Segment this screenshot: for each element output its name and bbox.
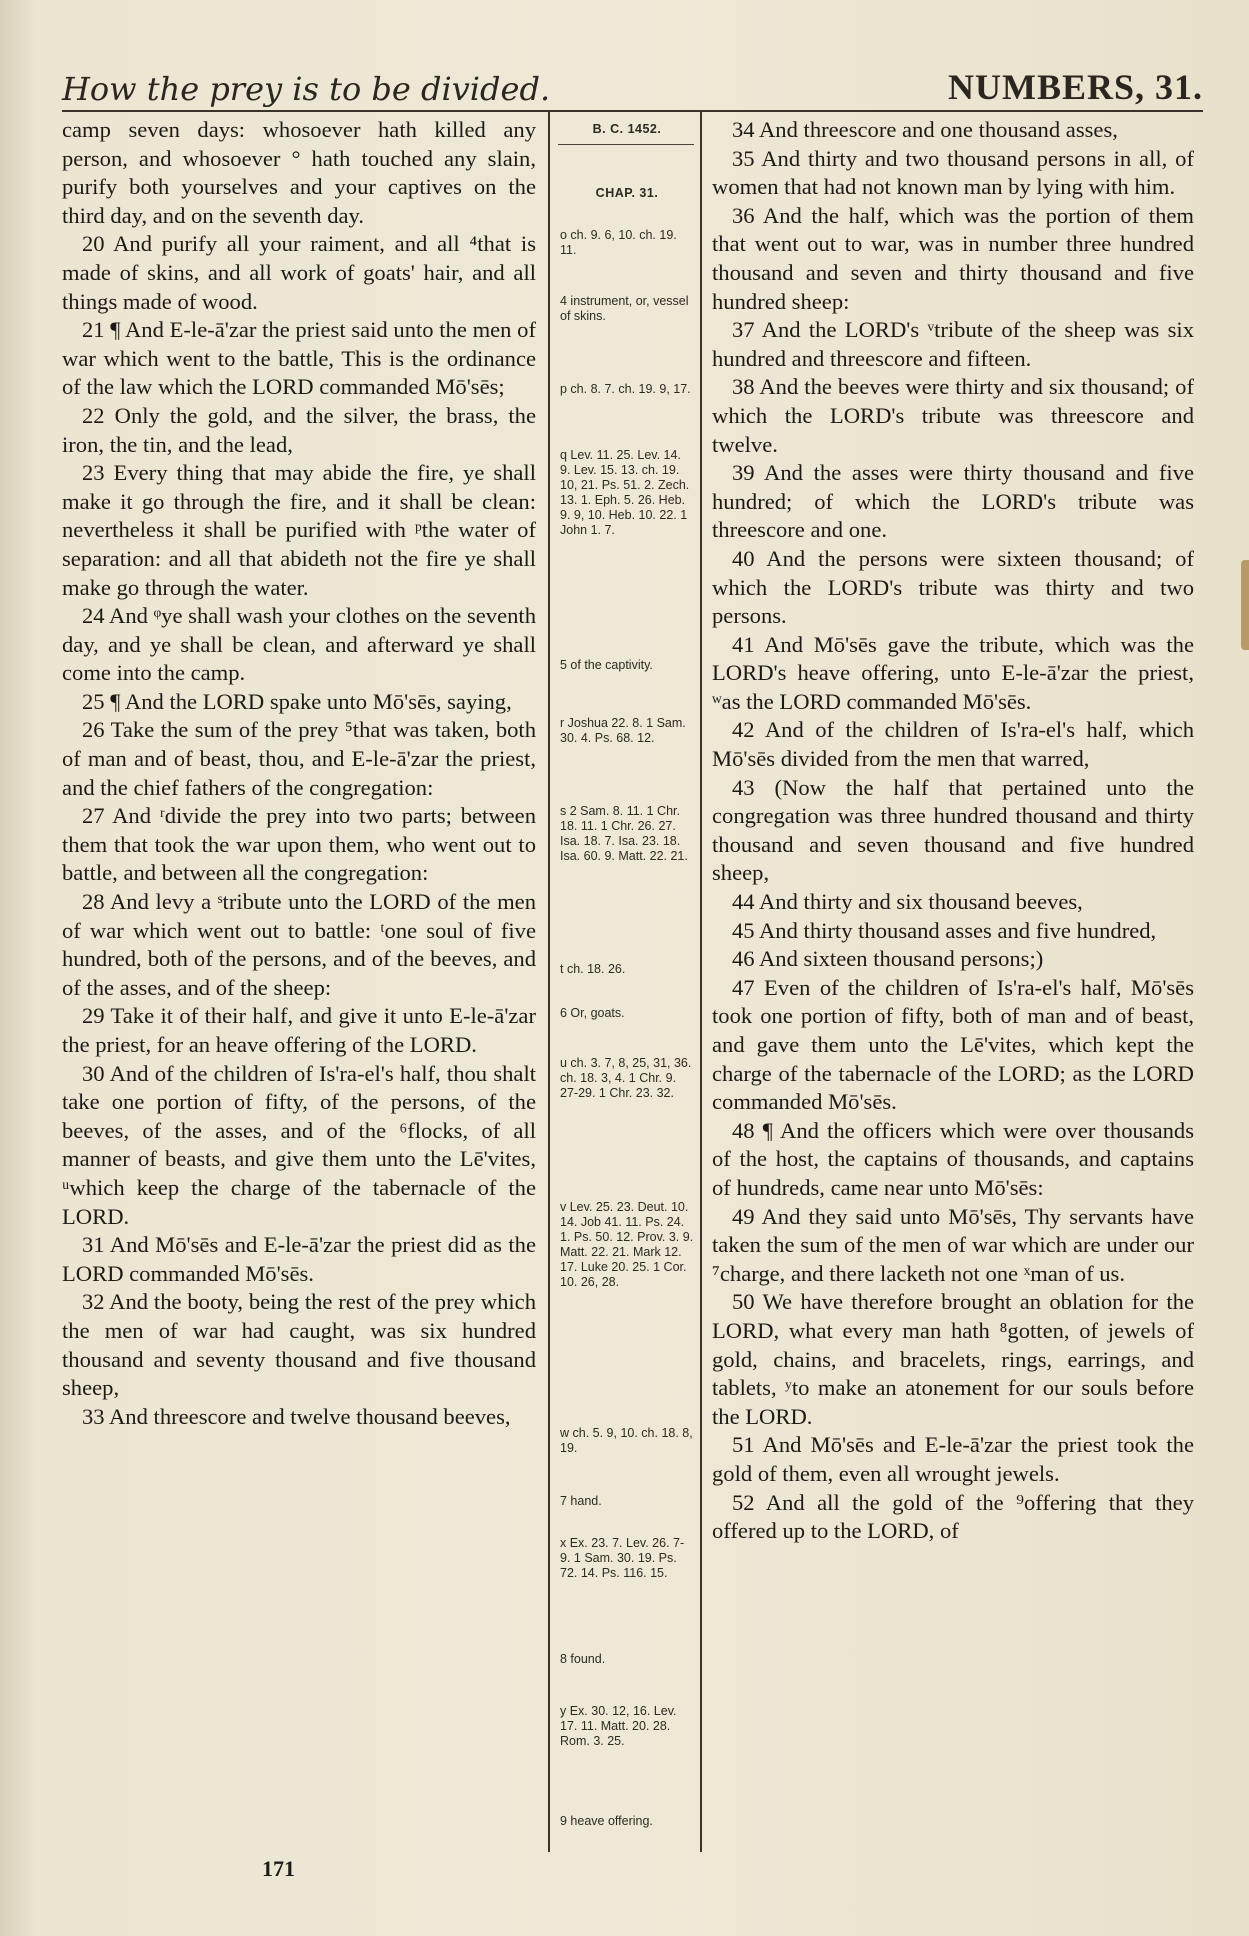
date-label: B. C. 1452. <box>592 122 662 136</box>
verse-paragraph: 32 And the booty, being the rest of the prey which the men of war had caught, was six hundred thousand and seventy thousand and five thousand sheep, <box>62 1289 536 1401</box>
verse-paragraph: 26 Take the sum of the prey ⁵that was taken, both of man and of beast, thou, and E-le-ā'zar the priest, and the chief fathers of the congregation: <box>62 717 536 800</box>
column-divider-right <box>700 112 702 1852</box>
verse-paragraph: 50 We have therefore brought an oblation for the LORD, what every man hath ⁸gotten, of jewels of gold, chains, and bracelets, rings, earrings, and tablets, ʸto make an atonement for our souls before the LORD. <box>712 1289 1194 1429</box>
marginal-note: 5 of the captivity. <box>560 658 653 672</box>
cross-reference: x Ex. 23. 7. Lev. 26. 7-9. 1 Sam. 30. 19. Ps. 72. 14. Ps. 116. 15. <box>560 1536 685 1580</box>
cross-reference: o ch. 9. 6, 10. ch. 19. 11. <box>560 228 677 257</box>
verse-paragraph: 43 (Now the half that pertained unto the congregation was three hundred thousand and thirty thousand and seven thousand and five hundred sheep, <box>712 774 1194 886</box>
cross-reference: w ch. 5. 9, 10. ch. 18. 8, 19. <box>560 1426 693 1455</box>
verse-paragraph: 31 And Mō'sēs and E-le-ā'zar the priest did as the LORD commanded Mō'sēs. <box>62 1232 536 1286</box>
cross-reference: t ch. 18. 26. <box>560 962 626 976</box>
verse-paragraph: 35 And thirty and two thousand persons in all, of women that had not known man by lying with him. <box>712 145 1194 200</box>
verse-paragraph: 49 And they said unto Mō'sēs, Thy servants have taken the sum of the men of war which are under our ⁷charge, and there lacketh not one ˣman of us. <box>712 1203 1194 1286</box>
center-reference-column <box>552 116 698 1856</box>
verse-paragraph: 42 And of the children of Is'ra-el's half, which Mō'sēs divided from the men that warred, <box>712 717 1194 772</box>
book-chapter-title: NUMBERS, 31. <box>947 67 1203 107</box>
cross-reference: s 2 Sam. 8. 11. 1 Chr. 18. 11. 1 Chr. 26. 27. Isa. 18. 7. Isa. 23. 18. Isa. 60. 9. Matt. 22. 21. <box>560 804 688 863</box>
verse-paragraph: camp seven days: whosoever hath killed any person, and whosoever ° hath touched any slain, purify both yourselves and your captives on the third day, and on the seventh day. <box>62 117 536 228</box>
cross-reference: v Lev. 25. 23. Deut. 10. 14. Job 41. 11. Ps. 24. 1. Ps. 50. 12. Prov. 3. 9. Matt. 22. 21. Mark 12. 17. Luke 20. 25. 1 Cor. 10. 26, 28. <box>560 1200 694 1289</box>
marginal-note: 9 heave offering. <box>560 1814 653 1828</box>
verse-paragraph: 48 ¶ And the officers which were over thousands of the host, the captains of thousands, and captains of hundreds, came near unto Mō'sēs: <box>712 1117 1194 1200</box>
chapter-label: CHAP. 31. <box>595 186 659 200</box>
cross-reference: r Joshua 22. 8. 1 Sam. 30. 4. Ps. 68. 12. <box>560 716 686 745</box>
header-rule <box>62 110 1203 112</box>
verse-paragraph: 27 And ʳdivide the prey into two parts; between them that took the war upon them, who went out to battle, and between all the congregation: <box>62 803 536 886</box>
verse-paragraph: 45 And thirty thousand asses and five hundred, <box>732 917 1157 943</box>
page-header <box>62 62 1203 108</box>
left-text-column <box>62 116 536 1431</box>
verse-paragraph: 39 And the asses were thirty thousand and five hundred; of which the LORD's tribute was threescore and one. <box>712 460 1194 543</box>
verse-paragraph: 41 And Mō'sēs gave the tribute, which was the LORD's heave offering, unto E-le-ā'zar the priest, ʷas the LORD commanded Mō'sēs. <box>712 631 1194 714</box>
verse-paragraph: 51 And Mō'sēs and E-le-ā'zar the priest took the gold of them, even all wrought jewels. <box>712 1432 1194 1486</box>
marginal-note: 4 instrument, or, vessel of skins. <box>560 294 689 323</box>
verse-paragraph: 36 And the half, which was the portion of them that went out to war, was in number three hundred thousand and seven and thirty thousand and five hundred sheep: <box>712 202 1194 314</box>
verse-paragraph: 44 And thirty and six thousand beeves, <box>732 889 1083 915</box>
page-number: 171 <box>262 1856 295 1881</box>
verse-paragraph: 34 And threescore and one thousand asses, <box>732 117 1118 142</box>
page-edge-tab <box>1241 560 1249 650</box>
cross-reference: q Lev. 11. 25. Lev. 14. 9. Lev. 15. 13. ch. 19. 10, 21. Ps. 51. 2. Zech. 13. 1. Eph. 5. 26. Heb. 9. 9, 10. Heb. 10. 22. 1 John 1. 7. <box>560 448 690 537</box>
cross-reference: y Ex. 30. 12, 16. Lev. 17. 11. Matt. 20. 28. Rom. 3. 25. <box>560 1704 677 1748</box>
verse-paragraph: 46 And sixteen thousand persons;) <box>732 946 1044 972</box>
verse-paragraph: 30 And of the children of Is'ra-el's half, thou shalt take one portion of fifty, of the persons, of the beeves, of the asses, and of the ⁶flocks, of all manner of beasts, and give them unto the Lē'vites, ᵘwhich keep the charge of the tabernacle of the LORD. <box>62 1060 536 1229</box>
running-title: How the prey is to be divided. <box>62 70 551 108</box>
verse-paragraph: 47 Even of the children of Is'ra-el's half, Mō'sēs took one portion of fifty, both of man and of beast, and gave them unto the Lē'vites, which kept the charge of the tabernacle of the LORD; as the LORD commanded Mō'sēs. <box>712 974 1194 1115</box>
marginal-note: 7 hand. <box>560 1494 602 1508</box>
cross-reference: p ch. 8. 7. ch. 19. 9, 17. <box>560 382 691 396</box>
verse-paragraph: 40 And the persons were sixteen thousand; of which the LORD's tribute was thirty and two persons. <box>712 545 1194 629</box>
verse-paragraph: 38 And the beeves were thirty and six thousand; of which the LORD's tribute was threescore and twelve. <box>712 374 1194 457</box>
verse-paragraph: 37 And the LORD's ᵛtribute of the sheep was six hundred and threescore and fifteen. <box>712 317 1194 371</box>
cross-reference: u ch. 3. 7, 8, 25, 31, 36. ch. 18. 3, 4. 1 Chr. 9. 27-29. 1 Chr. 23. 32. <box>560 1056 692 1100</box>
verse-paragraph: 20 And purify all your raiment, and all ⁴that is made of skins, and all work of goats' hair, and all things made of wood. <box>62 231 536 314</box>
verse-paragraph: 23 Every thing that may abide the fire, ye shall make it go through the fire, and it shall be clean: nevertheless it shall be purified with ᵖthe water of separation: and all that abideth not the fire ye shall make go through the water. <box>62 460 536 600</box>
verse-paragraph: 29 Take it of their half, and give it unto E-le-ā'zar the priest, for an heave offering of the LORD. <box>62 1003 536 1057</box>
marginal-note: 6 Or, goats. <box>560 1006 625 1020</box>
verse-paragraph: 24 And ᵠye shall wash your clothes on the seventh day, and ye shall be clean, and afterward ye shall come into the camp. <box>62 603 536 686</box>
right-text-column <box>712 116 1194 1546</box>
verse-paragraph: 52 And all the gold of the ⁹offering that they offered up to the LORD, of <box>712 1489 1194 1544</box>
margin-rule <box>558 144 694 145</box>
column-divider-left <box>548 112 550 1852</box>
verse-paragraph: 21 ¶ And E-le-ā'zar the priest said unto the men of war which went to the battle, This is the ordinance of the law which the LORD commanded Mō'sēs; <box>62 317 536 400</box>
verse-paragraph: 22 Only the gold, and the silver, the brass, the iron, the tin, and the lead, <box>62 402 536 457</box>
marginal-note: 8 found. <box>560 1652 606 1666</box>
verse-paragraph: 28 And levy a ˢtribute unto the LORD of the men of war which went out to battle: ᵗone soul of five hundred, both of the persons, and of the beeves, and of the asses, and of the sheep: <box>62 889 536 1000</box>
verse-paragraph: 25 ¶ And the LORD spake unto Mō'sēs, saying, <box>82 688 512 714</box>
verse-paragraph: 33 And threescore and twelve thousand beeves, <box>82 1403 511 1429</box>
